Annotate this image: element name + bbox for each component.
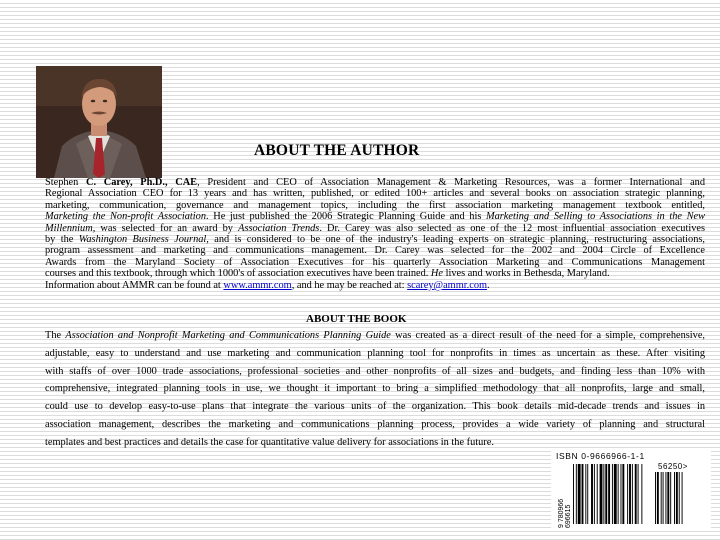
bio-line: by the Washington Business Journal, and is considered to be one of the industry's leading experts on strategic planning, restructuring associations, (45, 234, 706, 246)
ammr-website-link[interactable]: www.ammr.com (223, 279, 292, 291)
book-line: adjustable, easy to understand and use marketing and communication planning tool for nonprofits in times as uncertain as these. After visiting (45, 347, 705, 359)
author-bio (45, 177, 705, 291)
book-line: association management, describes the marketing and communications planning process, provides a wide variety of planning and structural (45, 418, 705, 430)
bio-line: Information about AMMR can be found at www.ammr.com, and he may be reached at: scarey@ammr.com. (45, 279, 490, 291)
bio-line: marketing, communication, governance and management topics, including the first association marketing management textbook entitled, (45, 199, 705, 211)
barcode-price-code: 56250> (658, 462, 688, 471)
bio-line: Millennium, was selected for an award by Association Trends. Dr. Carey was also selected as one of the 12 most influential association executives (45, 222, 705, 234)
about-book-heading: ABOUT THE BOOK (306, 313, 407, 325)
book-line: templates and best practices and details the case for quantitative value delivery for associations in the future. (45, 436, 494, 448)
book-line: could use to develop easy-to-use plans that integrate the various units of the organization. This book details mid-decade trends and issues in (45, 401, 705, 413)
barcode-digits: 9 780966 696615 (558, 498, 572, 528)
book-line: comprehensive, integrated planning tools in use, we thought it important to bring a simplified methodology that all nonprofits, large and small, (45, 383, 705, 395)
bio-line: Awards from the Maryland Society of Association Executives for his quarterly Association Marketing and Communications Management (45, 256, 705, 268)
bio-line: Regional Association CEO for 13 years and has written, published, or edited 100+ articles and several books on association strategic planning, (45, 188, 705, 200)
book-description (45, 327, 705, 452)
bio-line: Stephen C. Carey, Ph.D., CAE, President and CEO of Association Management & Marketing Resources, was a former International and (45, 177, 705, 188)
book-line: The Association and Nonprofit Marketing and Communications Planning Guide was created as a direct result of the need for a simple, comprehensive, (45, 330, 706, 341)
email-link[interactable]: scarey@ammr.com (407, 279, 488, 291)
bio-line: program assessment and marketing and communications management. Dr. Carey was selected for the 2002 and 2004 Circle of Excellence (45, 245, 705, 257)
book-line: with staffs of over 1000 trade associations, professional societies and other nonprofits of all sizes and budgets, and finding less than 10% with (45, 365, 705, 377)
bio-line: courses and this textbook, through which 1000's of association executives have been trained. He lives and works in Bethesda, Maryland. (45, 268, 610, 280)
about-author-heading: ABOUT THE AUTHOR (254, 142, 420, 159)
bio-line: Marketing the Non-profit Association. He just published the 2006 Strategic Planning Guide and his Marketing and Selling to Associations in the New (45, 211, 705, 223)
isbn-number: ISBN 0-9666966-1-1 (556, 451, 645, 461)
author-photo (36, 66, 162, 178)
